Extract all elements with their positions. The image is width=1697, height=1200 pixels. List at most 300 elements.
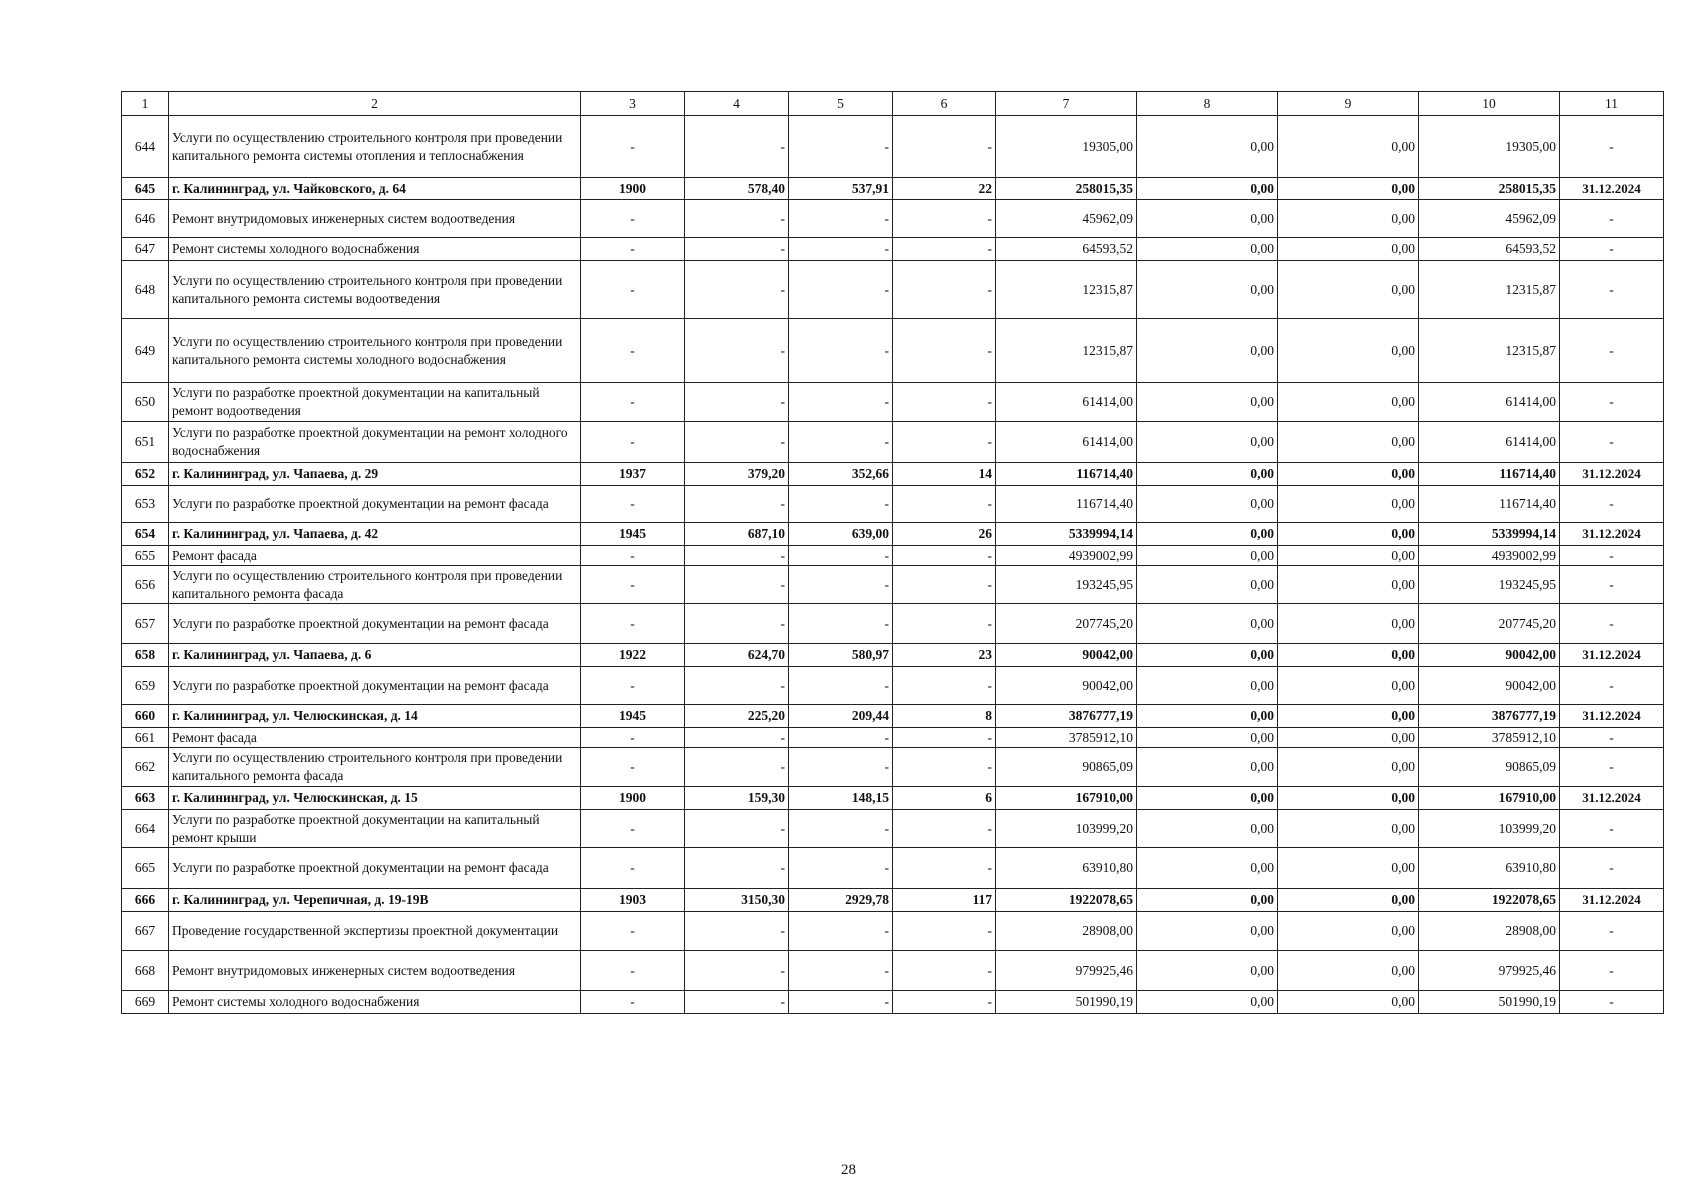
cell-9: 0,00 bbox=[1278, 200, 1419, 238]
cell-4: - bbox=[685, 810, 789, 848]
row-number-cell: 654 bbox=[122, 523, 169, 546]
cell-9: 0,00 bbox=[1278, 912, 1419, 951]
row-number-cell: 657 bbox=[122, 604, 169, 644]
cell-4: - bbox=[685, 667, 789, 705]
cell-6: 117 bbox=[893, 889, 996, 912]
row-number-cell: 658 bbox=[122, 644, 169, 667]
cell-10: 64593,52 bbox=[1419, 238, 1560, 261]
cell-6: - bbox=[893, 383, 996, 422]
cell-3: - bbox=[581, 991, 685, 1014]
table-row bbox=[122, 261, 1664, 319]
cell-11: - bbox=[1560, 546, 1664, 566]
cell-8: 0,00 bbox=[1137, 787, 1278, 810]
cell-10: 207745,20 bbox=[1419, 604, 1560, 644]
cell-10: 90042,00 bbox=[1419, 667, 1560, 705]
table-row bbox=[122, 178, 1664, 200]
cell-10: 103999,20 bbox=[1419, 810, 1560, 848]
cell-11: - bbox=[1560, 667, 1664, 705]
cell-9: 0,00 bbox=[1278, 848, 1419, 889]
cell-7: 1922078,65 bbox=[996, 889, 1137, 912]
item-name-cell: Услуги по разработке проектной документации на ремонт фасада bbox=[169, 604, 581, 644]
cell-3: - bbox=[581, 810, 685, 848]
cell-10: 61414,00 bbox=[1419, 383, 1560, 422]
column-header: 2 bbox=[169, 92, 581, 116]
cell-7: 90865,09 bbox=[996, 748, 1137, 787]
cell-11: - bbox=[1560, 116, 1664, 178]
table-row bbox=[122, 951, 1664, 991]
item-name-cell: Услуги по разработке проектной документации на капитальный ремонт водоотведения bbox=[169, 383, 581, 422]
item-name-cell: г. Калининград, ул. Чапаева, д. 29 bbox=[169, 463, 581, 486]
row-number-cell: 666 bbox=[122, 889, 169, 912]
cell-11: - bbox=[1560, 991, 1664, 1014]
cell-9: 0,00 bbox=[1278, 116, 1419, 178]
cell-9: 0,00 bbox=[1278, 810, 1419, 848]
cell-6: - bbox=[893, 486, 996, 523]
cell-3: - bbox=[581, 319, 685, 383]
cell-6: 26 bbox=[893, 523, 996, 546]
table-row bbox=[122, 889, 1664, 912]
cell-4: 3150,30 bbox=[685, 889, 789, 912]
row-number-cell: 669 bbox=[122, 991, 169, 1014]
table-row bbox=[122, 644, 1664, 667]
cell-8: 0,00 bbox=[1137, 604, 1278, 644]
cell-6: - bbox=[893, 238, 996, 261]
row-number-cell: 651 bbox=[122, 422, 169, 463]
cell-5: - bbox=[789, 667, 893, 705]
item-name-cell: г. Калининград, ул. Чапаева, д. 42 bbox=[169, 523, 581, 546]
cell-3: 1900 bbox=[581, 178, 685, 200]
table-row bbox=[122, 523, 1664, 546]
cell-4: - bbox=[685, 422, 789, 463]
cell-9: 0,00 bbox=[1278, 748, 1419, 787]
cell-6: - bbox=[893, 667, 996, 705]
cell-6: - bbox=[893, 604, 996, 644]
cell-3: - bbox=[581, 951, 685, 991]
cell-7: 501990,19 bbox=[996, 991, 1137, 1014]
cell-9: 0,00 bbox=[1278, 319, 1419, 383]
cell-8: 0,00 bbox=[1137, 644, 1278, 667]
cell-9: 0,00 bbox=[1278, 728, 1419, 748]
cell-3: - bbox=[581, 667, 685, 705]
cell-5: 580,97 bbox=[789, 644, 893, 667]
item-name-cell: Услуги по осуществлению строительного контроля при проведении капитального ремонта системы холодного водоснабжения bbox=[169, 319, 581, 383]
cell-7: 28908,00 bbox=[996, 912, 1137, 951]
cell-8: 0,00 bbox=[1137, 848, 1278, 889]
cell-4: 578,40 bbox=[685, 178, 789, 200]
table-row bbox=[122, 787, 1664, 810]
cell-5: - bbox=[789, 604, 893, 644]
cell-10: 12315,87 bbox=[1419, 319, 1560, 383]
cell-7: 64593,52 bbox=[996, 238, 1137, 261]
cell-6: - bbox=[893, 810, 996, 848]
cell-8: 0,00 bbox=[1137, 486, 1278, 523]
table-row bbox=[122, 116, 1664, 178]
cell-4: - bbox=[685, 200, 789, 238]
cell-11: 31.12.2024 bbox=[1560, 523, 1664, 546]
cell-5: - bbox=[789, 422, 893, 463]
cell-3: 1945 bbox=[581, 523, 685, 546]
cell-7: 3785912,10 bbox=[996, 728, 1137, 748]
cell-3: - bbox=[581, 748, 685, 787]
works-table bbox=[121, 91, 1664, 1014]
column-number-row bbox=[122, 92, 1664, 116]
cell-6: - bbox=[893, 422, 996, 463]
cell-9: 0,00 bbox=[1278, 991, 1419, 1014]
cell-10: 258015,35 bbox=[1419, 178, 1560, 200]
cell-5: 352,66 bbox=[789, 463, 893, 486]
cell-5: 209,44 bbox=[789, 705, 893, 728]
cell-10: 167910,00 bbox=[1419, 787, 1560, 810]
cell-7: 61414,00 bbox=[996, 422, 1137, 463]
row-number-cell: 652 bbox=[122, 463, 169, 486]
cell-4: - bbox=[685, 238, 789, 261]
cell-11: - bbox=[1560, 238, 1664, 261]
cell-7: 258015,35 bbox=[996, 178, 1137, 200]
cell-10: 61414,00 bbox=[1419, 422, 1560, 463]
cell-5: - bbox=[789, 319, 893, 383]
cell-6: - bbox=[893, 951, 996, 991]
row-number-cell: 659 bbox=[122, 667, 169, 705]
cell-11: - bbox=[1560, 951, 1664, 991]
cell-5: - bbox=[789, 848, 893, 889]
table-row bbox=[122, 991, 1664, 1014]
item-name-cell: Ремонт системы холодного водоснабжения bbox=[169, 238, 581, 261]
item-name-cell: Ремонт системы холодного водоснабжения bbox=[169, 991, 581, 1014]
cell-11: - bbox=[1560, 383, 1664, 422]
cell-8: 0,00 bbox=[1137, 667, 1278, 705]
cell-11: - bbox=[1560, 728, 1664, 748]
cell-5: 537,91 bbox=[789, 178, 893, 200]
cell-9: 0,00 bbox=[1278, 261, 1419, 319]
row-number-cell: 645 bbox=[122, 178, 169, 200]
table-row bbox=[122, 546, 1664, 566]
cell-6: - bbox=[893, 319, 996, 383]
cell-5: - bbox=[789, 951, 893, 991]
item-name-cell: Услуги по разработке проектной документации на ремонт фасада bbox=[169, 667, 581, 705]
cell-11: 31.12.2024 bbox=[1560, 644, 1664, 667]
cell-8: 0,00 bbox=[1137, 889, 1278, 912]
table-row bbox=[122, 667, 1664, 705]
cell-7: 63910,80 bbox=[996, 848, 1137, 889]
cell-6: - bbox=[893, 912, 996, 951]
cell-8: 0,00 bbox=[1137, 261, 1278, 319]
cell-10: 193245,95 bbox=[1419, 566, 1560, 604]
cell-3: - bbox=[581, 116, 685, 178]
column-header: 1 bbox=[122, 92, 169, 116]
cell-5: - bbox=[789, 261, 893, 319]
item-name-cell: Услуги по осуществлению строительного контроля при проведении капитального ремонта системы водоотведения bbox=[169, 261, 581, 319]
cell-6: 8 bbox=[893, 705, 996, 728]
cell-4: - bbox=[685, 604, 789, 644]
cell-9: 0,00 bbox=[1278, 486, 1419, 523]
cell-9: 0,00 bbox=[1278, 705, 1419, 728]
row-number-cell: 644 bbox=[122, 116, 169, 178]
cell-9: 0,00 bbox=[1278, 787, 1419, 810]
table-row bbox=[122, 705, 1664, 728]
cell-8: 0,00 bbox=[1137, 463, 1278, 486]
cell-11: - bbox=[1560, 486, 1664, 523]
cell-7: 103999,20 bbox=[996, 810, 1137, 848]
cell-4: - bbox=[685, 912, 789, 951]
cell-3: - bbox=[581, 848, 685, 889]
row-number-cell: 653 bbox=[122, 486, 169, 523]
cell-11: 31.12.2024 bbox=[1560, 178, 1664, 200]
cell-4: - bbox=[685, 566, 789, 604]
column-header: 10 bbox=[1419, 92, 1560, 116]
cell-8: 0,00 bbox=[1137, 383, 1278, 422]
cell-5: - bbox=[789, 566, 893, 604]
cell-11: - bbox=[1560, 912, 1664, 951]
cell-3: - bbox=[581, 261, 685, 319]
cell-10: 12315,87 bbox=[1419, 261, 1560, 319]
cell-5: 639,00 bbox=[789, 523, 893, 546]
cell-10: 19305,00 bbox=[1419, 116, 1560, 178]
cell-7: 116714,40 bbox=[996, 486, 1137, 523]
row-number-cell: 662 bbox=[122, 748, 169, 787]
item-name-cell: Услуги по разработке проектной документации на ремонт холодного водоснабжения bbox=[169, 422, 581, 463]
table-row bbox=[122, 200, 1664, 238]
cell-3: - bbox=[581, 728, 685, 748]
column-header: 3 bbox=[581, 92, 685, 116]
cell-8: 0,00 bbox=[1137, 523, 1278, 546]
cell-9: 0,00 bbox=[1278, 383, 1419, 422]
cell-5: - bbox=[789, 728, 893, 748]
cell-5: - bbox=[789, 383, 893, 422]
row-number-cell: 668 bbox=[122, 951, 169, 991]
row-number-cell: 647 bbox=[122, 238, 169, 261]
cell-3: - bbox=[581, 238, 685, 261]
cell-8: 0,00 bbox=[1137, 178, 1278, 200]
cell-3: - bbox=[581, 604, 685, 644]
table-row bbox=[122, 912, 1664, 951]
cell-9: 0,00 bbox=[1278, 566, 1419, 604]
cell-10: 4939002,99 bbox=[1419, 546, 1560, 566]
cell-10: 116714,40 bbox=[1419, 463, 1560, 486]
table-row bbox=[122, 319, 1664, 383]
cell-11: 31.12.2024 bbox=[1560, 705, 1664, 728]
cell-6: - bbox=[893, 848, 996, 889]
cell-8: 0,00 bbox=[1137, 200, 1278, 238]
cell-8: 0,00 bbox=[1137, 319, 1278, 383]
cell-11: - bbox=[1560, 810, 1664, 848]
cell-8: 0,00 bbox=[1137, 705, 1278, 728]
cell-5: - bbox=[789, 116, 893, 178]
item-name-cell: Ремонт внутридомовых инженерных систем водоотведения bbox=[169, 200, 581, 238]
table-row bbox=[122, 486, 1664, 523]
cell-3: 1903 bbox=[581, 889, 685, 912]
cell-10: 1922078,65 bbox=[1419, 889, 1560, 912]
cell-10: 90042,00 bbox=[1419, 644, 1560, 667]
cell-7: 116714,40 bbox=[996, 463, 1137, 486]
column-header: 11 bbox=[1560, 92, 1664, 116]
item-name-cell: г. Калининград, ул. Чапаева, д. 6 bbox=[169, 644, 581, 667]
cell-6: - bbox=[893, 116, 996, 178]
cell-7: 12315,87 bbox=[996, 319, 1137, 383]
cell-11: 31.12.2024 bbox=[1560, 889, 1664, 912]
cell-4: 159,30 bbox=[685, 787, 789, 810]
table-row bbox=[122, 748, 1664, 787]
cell-5: 2929,78 bbox=[789, 889, 893, 912]
cell-9: 0,00 bbox=[1278, 951, 1419, 991]
cell-7: 5339994,14 bbox=[996, 523, 1137, 546]
cell-4: - bbox=[685, 951, 789, 991]
item-name-cell: Услуги по осуществлению строительного контроля при проведении капитального ремонта системы отопления и теплоснабжения bbox=[169, 116, 581, 178]
cell-4: 687,10 bbox=[685, 523, 789, 546]
cell-7: 207745,20 bbox=[996, 604, 1137, 644]
cell-7: 4939002,99 bbox=[996, 546, 1137, 566]
cell-10: 116714,40 bbox=[1419, 486, 1560, 523]
cell-6: 6 bbox=[893, 787, 996, 810]
cell-4: 624,70 bbox=[685, 644, 789, 667]
cell-10: 3785912,10 bbox=[1419, 728, 1560, 748]
row-number-cell: 664 bbox=[122, 810, 169, 848]
cell-4: - bbox=[685, 728, 789, 748]
cell-10: 45962,09 bbox=[1419, 200, 1560, 238]
cell-9: 0,00 bbox=[1278, 546, 1419, 566]
cell-11: - bbox=[1560, 261, 1664, 319]
column-header: 6 bbox=[893, 92, 996, 116]
cell-4: - bbox=[685, 991, 789, 1014]
cell-7: 979925,46 bbox=[996, 951, 1137, 991]
cell-6: - bbox=[893, 991, 996, 1014]
table-row bbox=[122, 422, 1664, 463]
item-name-cell: Ремонт фасада bbox=[169, 546, 581, 566]
cell-9: 0,00 bbox=[1278, 667, 1419, 705]
item-name-cell: г. Калининград, ул. Черепичная, д. 19-19В bbox=[169, 889, 581, 912]
cell-6: - bbox=[893, 261, 996, 319]
item-name-cell: Проведение государственной экспертизы проектной документации bbox=[169, 912, 581, 951]
cell-4: 225,20 bbox=[685, 705, 789, 728]
cell-3: - bbox=[581, 486, 685, 523]
row-number-cell: 660 bbox=[122, 705, 169, 728]
cell-8: 0,00 bbox=[1137, 951, 1278, 991]
cell-9: 0,00 bbox=[1278, 178, 1419, 200]
cell-4: - bbox=[685, 116, 789, 178]
row-number-cell: 649 bbox=[122, 319, 169, 383]
cell-5: - bbox=[789, 486, 893, 523]
item-name-cell: Услуги по разработке проектной документации на капитальный ремонт крыши bbox=[169, 810, 581, 848]
column-header: 8 bbox=[1137, 92, 1278, 116]
cell-8: 0,00 bbox=[1137, 566, 1278, 604]
item-name-cell: г. Калининград, ул. Челюскинская, д. 15 bbox=[169, 787, 581, 810]
table-row bbox=[122, 463, 1664, 486]
item-name-cell: Услуги по разработке проектной документации на ремонт фасада bbox=[169, 848, 581, 889]
cell-11: - bbox=[1560, 422, 1664, 463]
cell-9: 0,00 bbox=[1278, 644, 1419, 667]
cell-11: - bbox=[1560, 848, 1664, 889]
cell-7: 3876777,19 bbox=[996, 705, 1137, 728]
cell-5: - bbox=[789, 748, 893, 787]
cell-8: 0,00 bbox=[1137, 810, 1278, 848]
cell-8: 0,00 bbox=[1137, 728, 1278, 748]
cell-9: 0,00 bbox=[1278, 238, 1419, 261]
table-row bbox=[122, 810, 1664, 848]
row-number-cell: 667 bbox=[122, 912, 169, 951]
item-name-cell: Услуги по осуществлению строительного контроля при проведении капитального ремонта фасада bbox=[169, 748, 581, 787]
column-header: 7 bbox=[996, 92, 1137, 116]
cell-7: 61414,00 bbox=[996, 383, 1137, 422]
cell-7: 167910,00 bbox=[996, 787, 1137, 810]
cell-6: - bbox=[893, 546, 996, 566]
cell-6: - bbox=[893, 566, 996, 604]
cell-6: 14 bbox=[893, 463, 996, 486]
table-row bbox=[122, 566, 1664, 604]
cell-10: 28908,00 bbox=[1419, 912, 1560, 951]
page-number: 28 bbox=[841, 1162, 856, 1178]
cell-10: 90865,09 bbox=[1419, 748, 1560, 787]
cell-3: 1900 bbox=[581, 787, 685, 810]
cell-3: - bbox=[581, 566, 685, 604]
cell-10: 979925,46 bbox=[1419, 951, 1560, 991]
table-row bbox=[122, 728, 1664, 748]
cell-4: - bbox=[685, 546, 789, 566]
cell-5: - bbox=[789, 200, 893, 238]
cell-11: - bbox=[1560, 604, 1664, 644]
cell-8: 0,00 bbox=[1137, 748, 1278, 787]
cell-8: 0,00 bbox=[1137, 912, 1278, 951]
cell-8: 0,00 bbox=[1137, 546, 1278, 566]
cell-6: 22 bbox=[893, 178, 996, 200]
cell-7: 193245,95 bbox=[996, 566, 1137, 604]
row-number-cell: 646 bbox=[122, 200, 169, 238]
table-row bbox=[122, 604, 1664, 644]
cell-7: 90042,00 bbox=[996, 667, 1137, 705]
row-number-cell: 661 bbox=[122, 728, 169, 748]
cell-7: 90042,00 bbox=[996, 644, 1137, 667]
cell-11: - bbox=[1560, 319, 1664, 383]
cell-4: - bbox=[685, 261, 789, 319]
cell-8: 0,00 bbox=[1137, 116, 1278, 178]
cell-3: 1945 bbox=[581, 705, 685, 728]
cell-10: 3876777,19 bbox=[1419, 705, 1560, 728]
cell-11: 31.12.2024 bbox=[1560, 463, 1664, 486]
cell-8: 0,00 bbox=[1137, 991, 1278, 1014]
cell-9: 0,00 bbox=[1278, 604, 1419, 644]
cell-7: 12315,87 bbox=[996, 261, 1137, 319]
cell-3: - bbox=[581, 422, 685, 463]
cell-3: 1922 bbox=[581, 644, 685, 667]
cell-5: - bbox=[789, 991, 893, 1014]
cell-4: - bbox=[685, 383, 789, 422]
cell-11: - bbox=[1560, 200, 1664, 238]
cell-5: - bbox=[789, 238, 893, 261]
cell-6: - bbox=[893, 200, 996, 238]
column-header: 5 bbox=[789, 92, 893, 116]
row-number-cell: 665 bbox=[122, 848, 169, 889]
column-header: 4 bbox=[685, 92, 789, 116]
cell-10: 501990,19 bbox=[1419, 991, 1560, 1014]
item-name-cell: Ремонт внутридомовых инженерных систем водоотведения bbox=[169, 951, 581, 991]
cell-9: 0,00 bbox=[1278, 523, 1419, 546]
item-name-cell: Услуги по осуществлению строительного контроля при проведении капитального ремонта фасада bbox=[169, 566, 581, 604]
cell-3: - bbox=[581, 383, 685, 422]
table-row bbox=[122, 848, 1664, 889]
cell-5: - bbox=[789, 912, 893, 951]
row-number-cell: 655 bbox=[122, 546, 169, 566]
cell-6: - bbox=[893, 748, 996, 787]
cell-5: - bbox=[789, 546, 893, 566]
cell-11: 31.12.2024 bbox=[1560, 787, 1664, 810]
cell-11: - bbox=[1560, 566, 1664, 604]
cell-6: - bbox=[893, 728, 996, 748]
cell-11: - bbox=[1560, 748, 1664, 787]
cell-7: 45962,09 bbox=[996, 200, 1137, 238]
table-row bbox=[122, 238, 1664, 261]
column-header: 9 bbox=[1278, 92, 1419, 116]
cell-4: - bbox=[685, 848, 789, 889]
row-number-cell: 650 bbox=[122, 383, 169, 422]
item-name-cell: г. Калининград, ул. Чайковского, д. 64 bbox=[169, 178, 581, 200]
